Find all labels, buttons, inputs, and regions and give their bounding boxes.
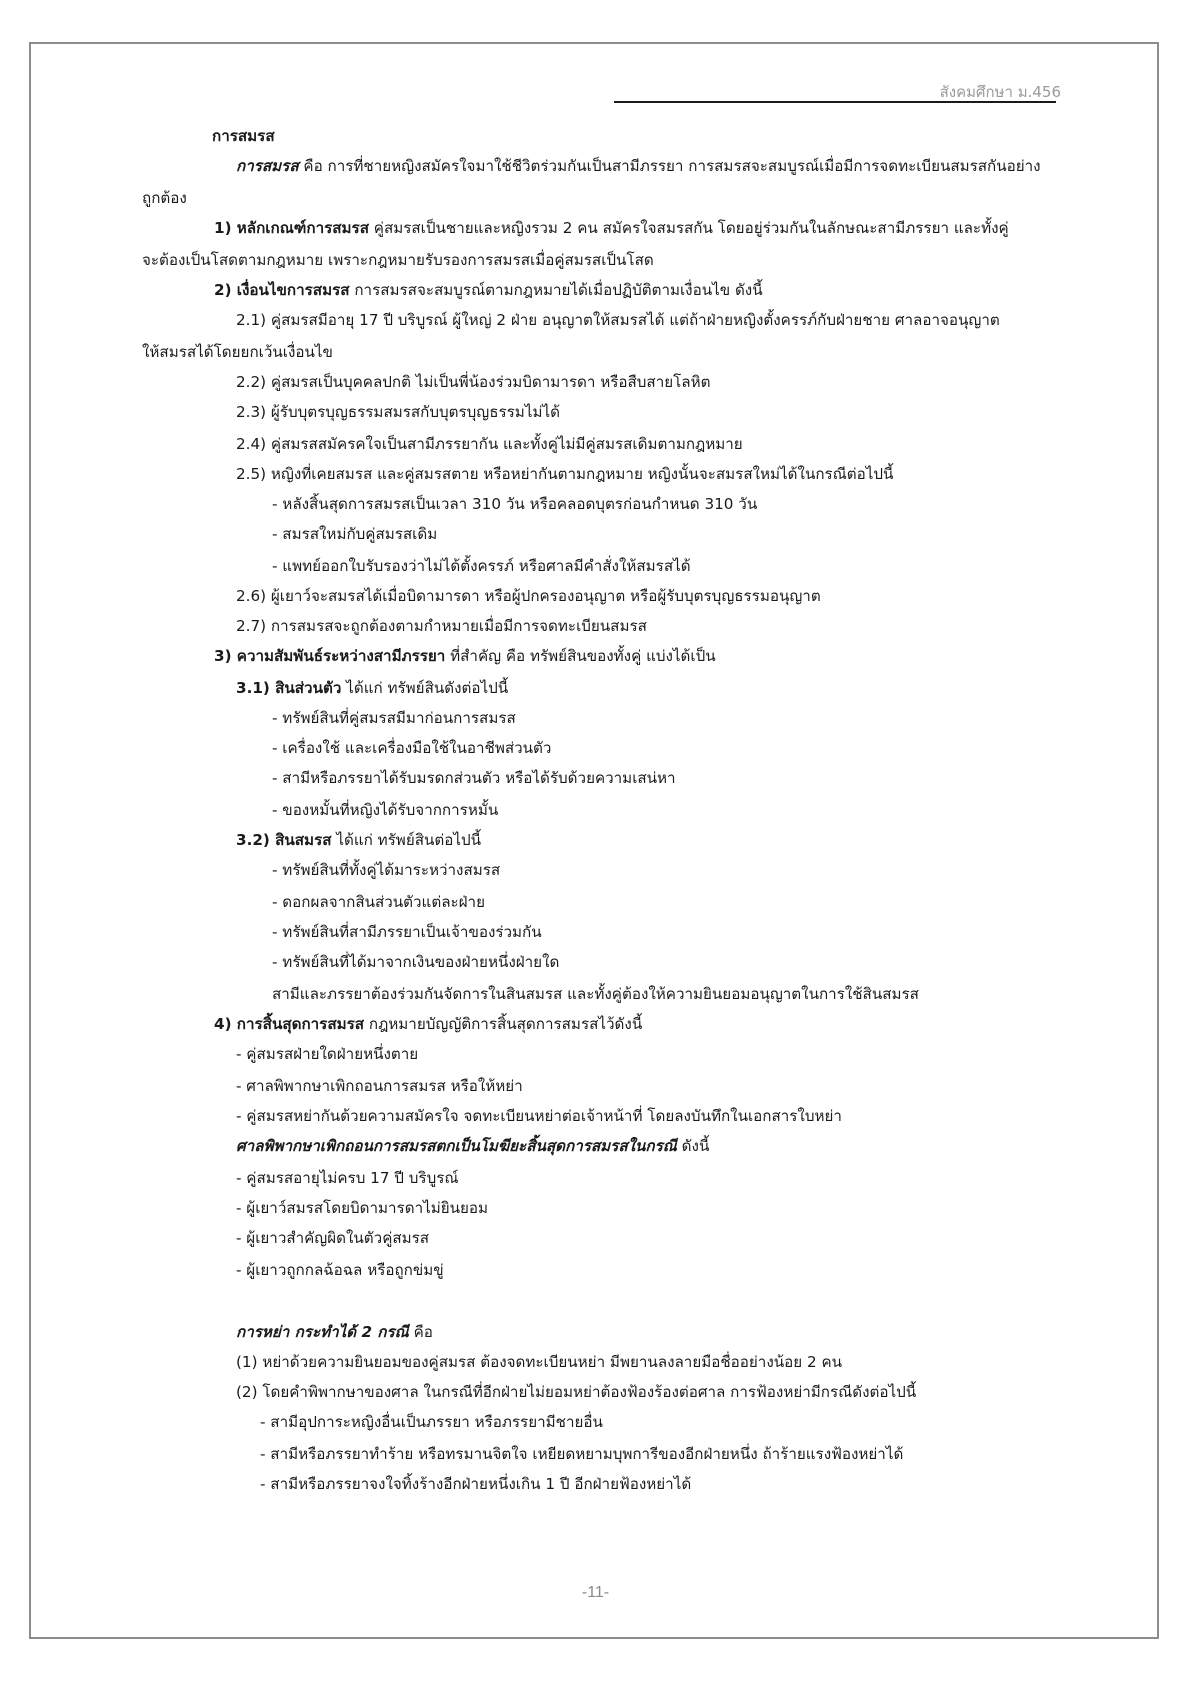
body-text: - สมรสใหม่กับคู่สมรสเดิม bbox=[272, 525, 438, 543]
emphasis-text: 2) เงื่อนไขการสมรส bbox=[214, 281, 350, 299]
body-text: - ศาลพิพากษาเพิกถอนการสมรส หรือให้หย่า bbox=[236, 1077, 523, 1095]
body-text: 2.5) หญิงที่เคยสมรส และคู่สมรสตาย หรือหย่ากันตามกฎหมาย หญิงนั้นจะสมรสใหม่ได้ในกรณีต่อไปนี้ bbox=[236, 465, 894, 483]
text-line bbox=[214, 646, 716, 666]
text-line bbox=[260, 1474, 691, 1494]
text-line bbox=[236, 1198, 488, 1218]
text-line bbox=[236, 1322, 433, 1342]
body-text: กฎหมายบัญญัติการสิ้นสุดการสมรสไว้ดังนี้ bbox=[364, 1015, 643, 1033]
text-line bbox=[236, 156, 1041, 176]
emphasis-text: 1) หลักเกณฑ์การสมรส bbox=[214, 219, 369, 237]
text-line bbox=[236, 1228, 429, 1248]
body-text: - แพทย์ออกใบรับรองว่าไม่ได้ตั้งครรภ์ หรือศาลมีคำสั่งให้สมรสได้ bbox=[272, 557, 691, 575]
text-line bbox=[214, 1014, 642, 1034]
text-line bbox=[236, 586, 821, 606]
body-text: (2) โดยคำพิพากษาของศาล ในกรณีที่อีกฝ่ายไม่ยอมหย่าต้องฟ้องร้องต่อศาล การฟ้องหย่ามีกรณีดังต่อไปนี้ bbox=[236, 1383, 917, 1401]
emphasis-text: 3.1) สินส่วนตัว bbox=[236, 679, 342, 697]
emphasis-text: 3.2) สินสมรส bbox=[236, 831, 332, 849]
emphasis-text: ศาลพิพากษาเพิกถอนการสมรสตกเป็นโมฆียะสิ้นสุดการสมรสในกรณี bbox=[236, 1137, 677, 1155]
emphasis-text: การสมรส bbox=[236, 157, 299, 175]
body-text: - ผู้เยาวถูกกลฉ้อฉล หรือถูกข่มขู่ bbox=[236, 1261, 444, 1279]
text-line bbox=[236, 464, 893, 484]
body-text: สามีและภรรยาต้องร่วมกันจัดการในสินสมรส และทั้งคู่ต้องให้ความยินยอมอนุญาตในการใช้สินสมรส bbox=[272, 985, 919, 1003]
text-line bbox=[272, 556, 691, 576]
text-line bbox=[260, 1444, 903, 1464]
text-line bbox=[272, 952, 559, 972]
text-line bbox=[236, 402, 560, 422]
body-text: - เครื่องใช้ และเครื่องมือใช้ในอาชีพส่วนตัว bbox=[272, 739, 552, 757]
body-text: - ทรัพย์สินที่ได้มาจากเงินของฝ่ายหนึ่งฝ่ายใด bbox=[272, 953, 560, 971]
body-text: - ผู้เยาวสำคัญผิดในตัวคู่สมรส bbox=[236, 1229, 430, 1247]
text-line bbox=[236, 1136, 709, 1156]
body-text: 2.2) คู่สมรสเป็นบุคคลปกติ ไม่เป็นพี่น้องร่วมบิดามารดา หรือสืบสายโลหิต bbox=[236, 373, 711, 391]
emphasis-text: 3) ความสัมพันธ์ระหว่างสามีภรรยา bbox=[214, 647, 446, 665]
text-line bbox=[272, 800, 498, 820]
text-line bbox=[272, 768, 676, 788]
text-line bbox=[272, 494, 757, 514]
body-text: 2.6) ผู้เยาว์จะสมรสได้เมื่อบิดามารดา หรือผู้ปกครองอนุญาต หรือผู้รับบุตรบุญธรรมอนุญาต bbox=[236, 587, 821, 605]
body-text: คือ การที่ชายหญิงสมัครใจมาใช้ชีวิตร่วมกันเป็นสามีภรรยา การสมรสจะสมบูรณ์เมื่อมีการจดทะเบียนสมรสกันอย่าง bbox=[298, 157, 1041, 175]
body-text: ดังนี้ bbox=[676, 1137, 710, 1155]
text-line bbox=[236, 434, 743, 454]
body-text: - ผู้เยาว์สมรสโดยบิดามารดาไม่ยินยอม bbox=[236, 1199, 489, 1217]
text-line bbox=[272, 922, 542, 942]
body-text: ให้สมรสได้โดยยกเว้นเงื่อนไข bbox=[142, 343, 333, 361]
text-line bbox=[272, 860, 500, 880]
text-line bbox=[214, 218, 1009, 238]
body-text: - สามีหรือภรรยาทำร้าย หรือทรมานจิตใจ เหยียดหยามบุพการีของอีกฝ่ายหนึ่ง ถ้าร้ายแรงฟ้องหย่าได้ bbox=[260, 1445, 904, 1463]
body-text: ได้แก่ ทรัพย์สินดังต่อไปนี้ bbox=[341, 679, 509, 697]
body-text: - สามีหรือภรรยาจงใจทิ้งร้างอีกฝ่ายหนึ่งเกิน 1 ปี อีกฝ่ายฟ้องหย่าได้ bbox=[260, 1475, 692, 1493]
body-text: คือ bbox=[408, 1323, 433, 1341]
text-line bbox=[142, 250, 654, 270]
text-line bbox=[236, 616, 647, 636]
body-text: 2.3) ผู้รับบุตรบุญธรรมสมรสกับบุตรบุญธรรมไม่ได้ bbox=[236, 403, 560, 421]
text-line bbox=[142, 342, 333, 362]
text-line bbox=[272, 738, 551, 758]
text-line bbox=[260, 1412, 603, 1432]
body-text: - ดอกผลจากสินส่วนตัวแต่ละฝ่าย bbox=[272, 893, 485, 911]
text-line bbox=[272, 708, 516, 728]
text-line bbox=[236, 678, 508, 698]
text-line bbox=[236, 372, 710, 392]
body-text: - คู่สมรสหย่ากันด้วยความสมัครใจ จดทะเบียนหย่าต่อเจ้าหน้าที่ โดยลงบันทึกในเอกสารใบหย่า bbox=[236, 1107, 842, 1125]
page-number: -11- bbox=[581, 1584, 610, 1601]
emphasis-text: การสมรส bbox=[212, 127, 275, 145]
text-line bbox=[236, 1260, 444, 1280]
text-line bbox=[236, 1076, 523, 1096]
text-line bbox=[272, 984, 919, 1004]
body-text: ถูกต้อง bbox=[142, 189, 187, 207]
emphasis-text: การหย่า กระทำได้ 2 กรณี bbox=[236, 1323, 409, 1341]
body-text: จะต้องเป็นโสดตามกฎหมาย เพราะกฎหมายรับรองการสมรสเมื่อคู่สมรสเป็นโสด bbox=[142, 251, 654, 269]
text-line bbox=[236, 310, 1000, 330]
body-text: 2.4) คู่สมรสสมัครคใจเป็นสามีภรรยากัน และทั้งคู่ไม่มีคู่สมรสเดิมตามกฎหมาย bbox=[236, 435, 743, 453]
body-text: คู่สมรสเป็นชายและหญิงรวม 2 คน สมัครใจสมรสกัน โดยอยู่ร่วมกันในลักษณะสามีภรรยา และทั้งคู่ bbox=[368, 219, 1009, 237]
body-text: ที่สำคัญ คือ ทรัพย์สินของทั้งคู่ แบ่งได้เป็น bbox=[445, 647, 716, 665]
header-rule bbox=[614, 101, 1056, 103]
running-header: สังคมศึกษา ม.456 bbox=[939, 83, 1061, 101]
body-text: 2.7) การสมรสจะถูกต้องตามกำหมายเมื่อมีการจดทะเบียนสมรส bbox=[236, 617, 647, 635]
text-line bbox=[236, 830, 481, 850]
body-text: - ทรัพย์สินที่สามีภรรยาเป็นเจ้าของร่วมกัน bbox=[272, 923, 542, 941]
emphasis-text: 4) การสิ้นสุดการสมรส bbox=[214, 1015, 365, 1033]
body-text: - สามีอุปการะหญิงอื่นเป็นภรรยา หรือภรรยามีชายอื่น bbox=[260, 1413, 603, 1431]
text-line bbox=[236, 1044, 418, 1064]
text-line bbox=[214, 280, 763, 300]
body-text: - คู่สมรสฝ่ายใดฝ่ายหนึ่งตาย bbox=[236, 1045, 419, 1063]
body-text: - คู่สมรสอายุไม่ครบ 17 ปี บริบูรณ์ bbox=[236, 1169, 459, 1187]
text-line bbox=[236, 1382, 916, 1402]
body-text: (1) หย่าด้วยความยินยอมของคู่สมรส ต้องจดทะเบียนหย่า มีพยานลงลายมือชื่ออย่างน้อย 2 คน bbox=[236, 1353, 843, 1371]
text-line bbox=[272, 892, 485, 912]
text-line bbox=[212, 126, 275, 146]
body-text: ได้แก่ ทรัพย์สินต่อไปนี้ bbox=[331, 831, 482, 849]
text-line bbox=[142, 188, 187, 208]
body-text: - ทรัพย์สินที่คู่สมรสมีมาก่อนการสมรส bbox=[272, 709, 516, 727]
text-line bbox=[272, 524, 437, 544]
body-text: - หลังสิ้นสุดการสมรสเป็นเวลา 310 วัน หรือคลอดบุตรก่อนกำหนด 310 วัน bbox=[272, 495, 758, 513]
text-line bbox=[236, 1352, 842, 1372]
body-text: - สามีหรือภรรยาได้รับมรดกส่วนตัว หรือได้รับด้วยความเสน่หา bbox=[272, 769, 676, 787]
body-text: - ของหมั้นที่หญิงได้รับจากการหมั้น bbox=[272, 801, 499, 819]
body-text: - ทรัพย์สินที่ทั้งคู่ได้มาระหว่างสมรส bbox=[272, 861, 501, 879]
body-text: การสมรสจะสมบูรณ์ตามกฎหมายได้เมื่อปฏิบัติตามเงื่อนไข ดังนี้ bbox=[349, 281, 763, 299]
text-line bbox=[236, 1168, 458, 1188]
body-text: 2.1) คู่สมรสมีอายุ 17 ปี บริบูรณ์ ผู้ใหญ่ 2 ฝ่าย อนุญาตให้สมรสได้ แต่ถ้าฝ่ายหญิงตั้งครรภ์กับฝ่ายชาย ศาลอาจอนุญาต bbox=[236, 311, 1000, 329]
text-line bbox=[236, 1106, 842, 1126]
